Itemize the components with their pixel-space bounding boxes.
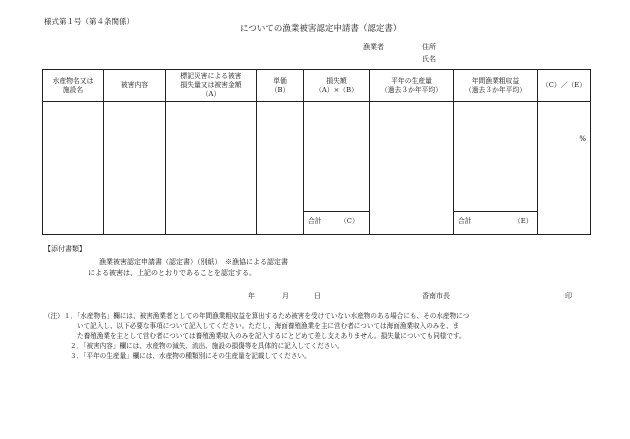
cell-loss-amount[interactable] xyxy=(166,102,257,235)
column-header-loss-amount: 標記災害による被害 損失量又は被害金額 （A） xyxy=(166,70,257,102)
cell-ratio[interactable] xyxy=(538,102,591,235)
column-header-unit-price: 単価 （B） xyxy=(257,70,304,102)
address-label: 住所 xyxy=(422,43,436,51)
date-year-label: 年 xyxy=(248,292,255,300)
total-c-mark: （C） xyxy=(340,217,359,225)
attachments-heading: 【添付書類】 xyxy=(44,245,86,253)
total-e-cell xyxy=(454,212,538,235)
cell-loss-total[interactable] xyxy=(304,102,370,212)
note-3: ３．「平年の生産量」欄には、水産物の種類別にその生産量を記載してください。 xyxy=(70,352,311,360)
damage-claims-table xyxy=(42,69,591,235)
cell-damage[interactable] xyxy=(104,102,166,235)
name-label: 氏名 xyxy=(422,55,436,63)
date-month-label: 月 xyxy=(282,292,289,300)
note-1-line-1: （注）１．「水産物名」欄には、被害漁業者としての年間漁業粗収益を算出するため被害を受けていない水産物のある場合にも、その水産物につ xyxy=(44,312,470,320)
seal-mark: 印 xyxy=(565,292,572,300)
column-header-product: 水産物名又は 施設名 xyxy=(43,70,104,102)
attachment-line-1: 漁業被害認定申請書（認定書）（別紙） ※漁協による認定書 xyxy=(99,258,288,266)
cell-unit-price[interactable] xyxy=(257,102,304,235)
cell-normal-production[interactable] xyxy=(370,102,454,235)
note-1-line-3: た養殖漁業を主として営む者については養殖漁業収入のみを記入するにとどめて差し支えありません。損失量についても同様です。 xyxy=(77,332,466,340)
total-e-label: 合計 xyxy=(458,217,472,225)
date-day-label: 日 xyxy=(314,292,321,300)
applicant-role-label: 漁業者 xyxy=(363,43,384,51)
form-title: についての漁業被害認定申請書（認定書） xyxy=(240,24,402,34)
cell-product[interactable] xyxy=(43,102,104,235)
attachment-line-2: による被害は、上記のとおりであることを認定する。 xyxy=(88,269,256,277)
column-header-annual-revenue: 年間漁業粗収益 （過去３か年平均） xyxy=(454,70,538,102)
mayor-label: 香南市長 xyxy=(422,292,450,300)
table-header-row xyxy=(43,70,591,102)
form-number: 様式第１号（第４条関係） xyxy=(44,17,134,26)
column-header-damage: 被害内容 xyxy=(104,70,166,102)
table-body-row xyxy=(43,102,591,212)
column-header-ratio: （C）／（E） xyxy=(538,70,591,102)
column-header-loss-total: 損失額 （A）×（B） xyxy=(304,70,370,102)
note-1-line-2: いて記入し、以下必要な事項について記入してください。ただし、海面養殖漁業を主に営む者については海面漁業収入のみを、ま xyxy=(77,322,460,330)
total-c-cell xyxy=(304,212,370,235)
note-2: ２．「被害内容」欄には、水産物の減失、流出、施設の損傷等を具体的に記入してください。 xyxy=(70,342,344,350)
total-e-mark: （E） xyxy=(514,217,533,225)
cell-annual-revenue[interactable] xyxy=(454,102,538,212)
percent-unit: % xyxy=(579,135,586,143)
column-header-normal-production: 平年の生産量 （過去３か年平均） xyxy=(370,70,454,102)
total-c-label: 合計 xyxy=(308,217,322,225)
